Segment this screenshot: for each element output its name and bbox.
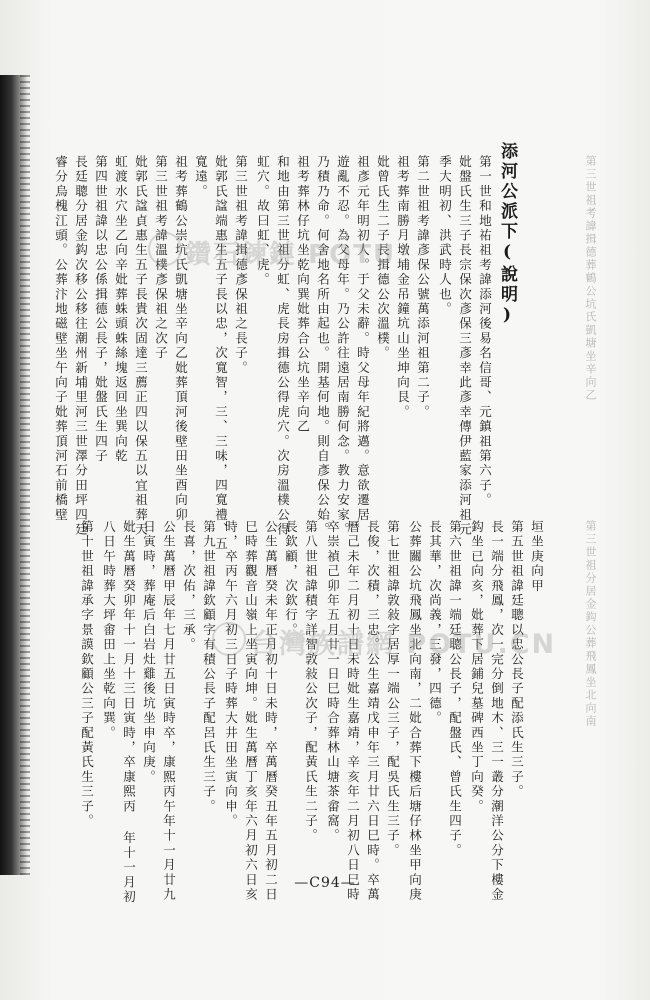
section-title: 添河公派下(說明) bbox=[497, 142, 517, 328]
watermark-logo-upper bbox=[148, 232, 182, 266]
upper-column-2: 妣盤氏生三子長宗保次彥保三彥幸此彥幸傳伊藍家添河祖元 bbox=[457, 155, 473, 538]
lower-column-3: 長一端分飛鳳，次一完分倒地木、三一叢分潮洋公分下樓金 bbox=[489, 520, 505, 903]
upper-column-11: 和地由第三世祖分虹、虎長房揖德公得虎穴。次房溫樸公得 bbox=[275, 155, 291, 538]
page-number: —C94— bbox=[294, 875, 356, 891]
upper-column-18: 妣郭氏諡貞惠生五子長貴次固達三薦正四以保五以宜祖葬天 bbox=[133, 155, 149, 538]
lower-column-15: 巳時葬觀音山嶺上坐寅向坤。妣生萬曆丁亥年六月初六日亥 bbox=[243, 520, 259, 903]
lower-column-5: 第六世祖諱一端廷聰公長子，配盤氏、曾氏生四子。 bbox=[447, 520, 463, 859]
lower-column-19: 公生萬曆甲辰年七月廿五日寅時卒，康熙丙午年十一月廿九 bbox=[161, 520, 177, 903]
lower-column-1: 垣坐庚向甲 bbox=[529, 520, 545, 594]
faint-bleed-through-lower: 第三世祖分居金鈎公葬飛鳳坐北向南 bbox=[584, 520, 597, 728]
upper-column-7: 祖彥元年明初人。于父未辭。時父母年紀將邁。意欲遷居 bbox=[355, 155, 371, 523]
lower-column-14: 公生萬曆癸未年正月初十日未時，卒萬曆癸丑年五月初二日 bbox=[263, 520, 279, 903]
upper-column-15: 寬遠。 bbox=[193, 155, 209, 200]
upper-column-22: 睿分烏槐江頭。公葬汴地磁壁坐午向子妣葬頂河石前橋壁 bbox=[53, 155, 69, 523]
upper-column-21: 長廷聰分居金鈎次移公移往潮州新埔里河三世澤分田坪四廷 bbox=[73, 155, 89, 538]
lower-column-13: 長欽顧，次欽行。 bbox=[283, 520, 299, 638]
lower-column-10: 曆己未年二月初十日未時妣生嘉靖，辛亥年二月初八日巳時 bbox=[345, 520, 361, 903]
upper-column-17: 第三世祖考諱溫樸彥保祖之次子 bbox=[153, 155, 169, 361]
upper-column-20: 第四世祖諱以忠公係揖德公長子，妣盤氏生四子 bbox=[93, 155, 109, 464]
faint-bleed-through-upper: 第三世祖考諱揖德葬鶴公坑氏凱塘坐辛向乙 bbox=[584, 155, 597, 402]
binding-edge-shadow bbox=[0, 75, 28, 875]
upper-column-1: 第一世和地祐祖考諱添河後易名信哥、元鎮祖第六子。 bbox=[477, 155, 493, 508]
upper-column-8: 遊亂不忍。為父母年。乃公許往遠居南勝何念。教力安家。 bbox=[335, 155, 351, 538]
lower-column-21: 妣生萬曆癸卯年十一月十三日寅時，卒康熙丙 年十一月初 bbox=[121, 520, 137, 905]
upper-column-16: 祖考葬鶴公崇坑氏凱塘坐辛向乙妣葬頂河後壁田坐酉向卯 bbox=[173, 155, 189, 523]
watermark-upper: 鑽石鍊鏈 POTU bbox=[185, 240, 397, 270]
watermark-lower: 台灣族譜網 POTU.CN bbox=[250, 629, 557, 660]
lower-column-6: 長其華，次尚義，三發，四德。 bbox=[427, 520, 443, 726]
upper-column-5: 祖考葬南勝月墩埔金吊鐘坑山坐坤向艮。 bbox=[395, 155, 411, 420]
upper-column-14: 妣郭氏諡端惠生五子長以忠，次寬智，三、三味，四寬禮、五 bbox=[213, 155, 229, 552]
lower-column-16: 時，卒丙午六月初三日子時葬大井田坐寅向申。 bbox=[223, 520, 239, 829]
lower-column-11: 卒崇禎己卯年五月廿一日巳時合葬林山塘茶畲窩。 bbox=[325, 520, 341, 844]
upper-column-3: 季大明初、洪武時人也。 bbox=[437, 155, 453, 317]
lower-column-7: 公葬關公坑飛鳳坐北向南，二妣合葬下樓后塘仔林坐甲向庚 bbox=[407, 520, 423, 903]
lower-column-22: 八日午時葬大坪畬田上坐乾向巽。 bbox=[101, 520, 117, 741]
watermark-logo-lower bbox=[212, 622, 246, 656]
lower-column-17: 第九世祖諱欽顧字有積公長子配呂氏生三子。 bbox=[201, 520, 217, 814]
upper-column-13: 第三世祖考諱揖德彥保祖之長子。 bbox=[233, 155, 249, 376]
upper-column-10: 祖考葬林仔坑坐乾向巽妣葬合公坑坐辛向乙 bbox=[295, 155, 311, 435]
lower-column-23: 第十世祖諱承字景謨欽顧公三子配黃氏生三子。 bbox=[79, 520, 95, 829]
lower-column-8: 第七世祖諱敦敍字居厚一端公三子，配吳氏生三子。 bbox=[385, 520, 401, 859]
upper-column-12: 虹穴。故曰虹、虎。 bbox=[255, 155, 271, 288]
lower-column-18: 長喜，次佑，三承。 bbox=[181, 520, 197, 653]
lower-column-20: 日寅時，葬庵后白岩灶雞後坑坐申向庚。 bbox=[141, 520, 157, 785]
lower-column-2: 第五世祖諱廷聰以忠公長子配添氏生三子。 bbox=[509, 520, 525, 800]
lower-column-4: 鈎坐已向亥，妣葬下居鋪兒墓碑西坐丁向癸。 bbox=[469, 520, 485, 814]
upper-column-19: 虹渡水穴坐乙向辛妣葬蛛頭蛛絲塊返回坐巽向乾 bbox=[113, 155, 129, 464]
lower-column-9: 長俊，次積，三忠。公生嘉靖戊申年三月廿六日巳時。卒萬 bbox=[365, 520, 381, 903]
lower-column-12: 第八世祖諱積字詳智敦敍公次子，配黃氏生二子。 bbox=[303, 520, 319, 844]
upper-column-9: 乃積乃命。何舍地名所由起也。開基何地。則自彥保公始。 bbox=[315, 155, 331, 538]
upper-column-4: 第二世祖考諱彥保公號萬添河祖第二子。 bbox=[415, 155, 431, 420]
upper-column-6: 妣曾氏生二子長揖德公次溫樸。 bbox=[375, 155, 391, 361]
